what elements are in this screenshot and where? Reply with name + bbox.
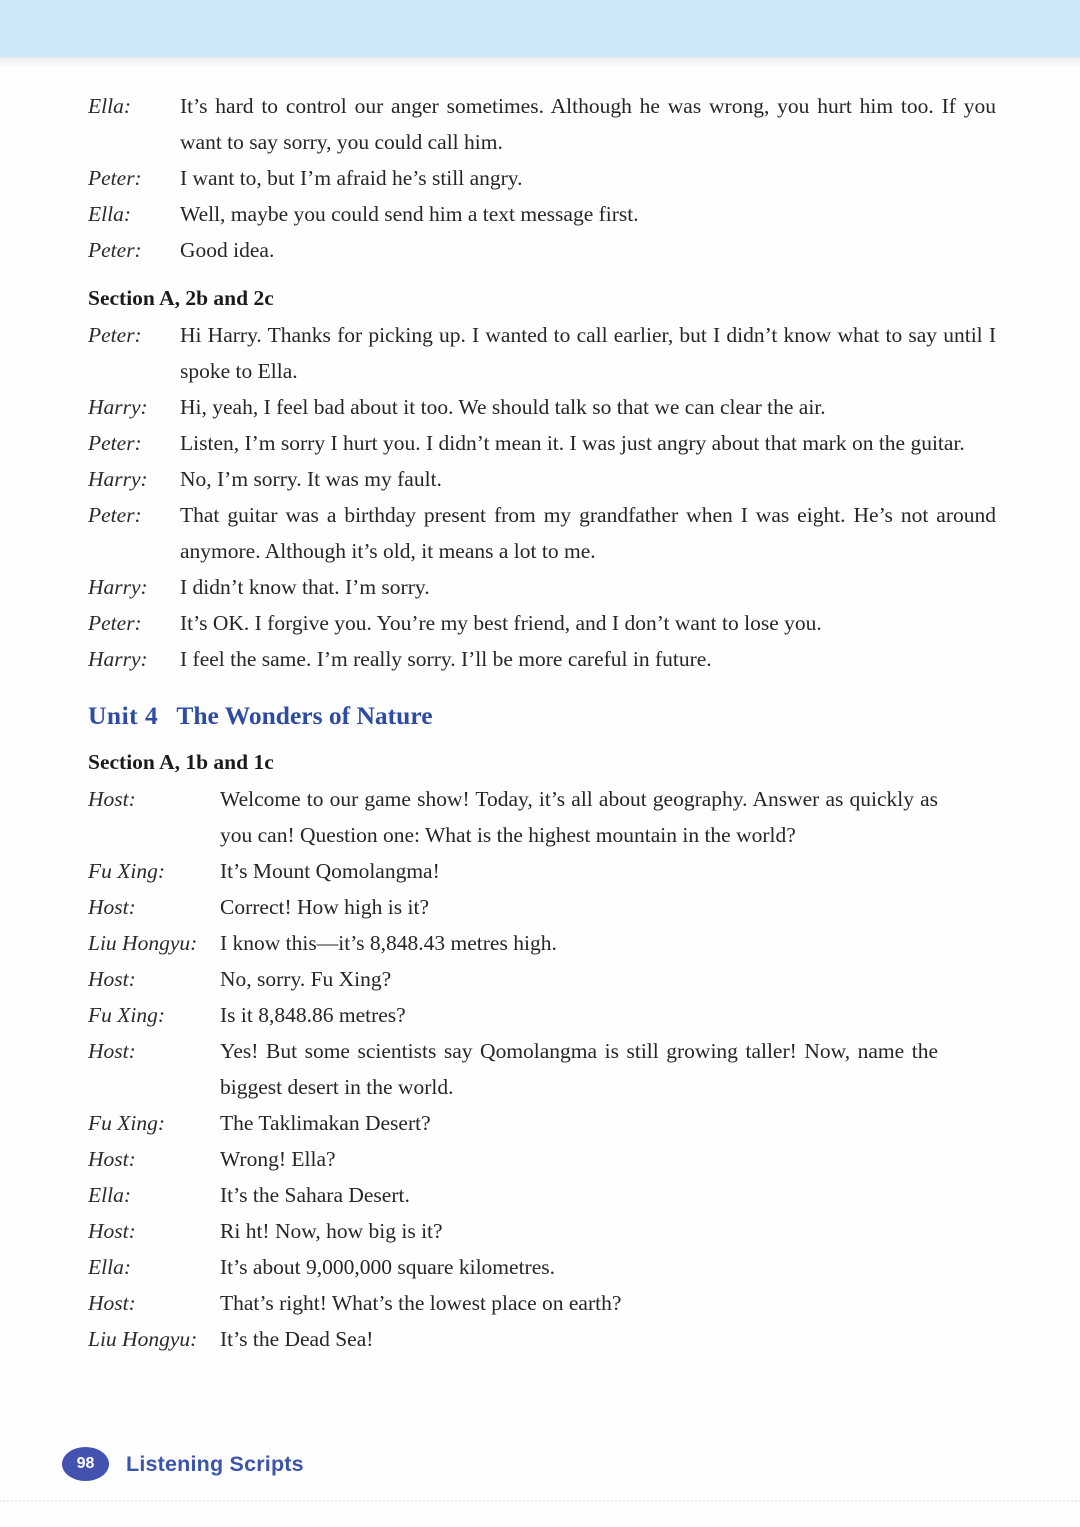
speaker-name: Harry: [88,467,148,491]
dialogue-row [88,1141,996,1177]
dialogue-row [88,232,996,268]
unit-number: Unit 4 [88,701,159,730]
speaker-name: Host: [88,1039,136,1063]
speaker-name: Host: [88,1219,136,1243]
speaker-name: Ella: [88,1183,131,1207]
dialogue-row [88,317,996,389]
dialogue-text: Listen, I’m sorry I hurt you. I didn’t mean it. I was just angry about that mark on the guitar. [180,431,965,455]
dialogue-text: Is it 8,848.86 metres? [220,1003,406,1027]
dialogue-block-section3 [88,781,996,1357]
dialogue-text: It’s about 9,000,000 square kilometres. [220,1255,555,1279]
dialogue-row [88,1177,996,1213]
dialogue-row [88,389,996,425]
speaker-name: Host: [88,1147,136,1171]
dialogue-text: Hi Harry. Thanks for picking up. I wanted to call earlier, but I didn’t know what to say until I spoke to Ella. [180,323,996,383]
dialogue-text: Welcome to our game show! Today, it’s all about geography. Answer as quickly as you can! Question one: What is the highest mountain in the world? [220,787,938,847]
speaker-name: Peter: [88,611,142,635]
speaker-name: Host: [88,787,136,811]
speaker-name: Liu Hongyu: [88,931,198,955]
dialogue-row [88,1213,996,1249]
dialogue-row [88,641,996,677]
dialogue-text: Hi, yeah, I feel bad about it too. We should talk so that we can clear the air. [180,395,826,419]
speaker-name: Ella: [88,94,131,118]
dialogue-row [88,961,996,997]
dialogue-text: I want to, but I’m afraid he’s still angry. [180,166,523,190]
speaker-name: Ella: [88,202,131,226]
speaker-name: Host: [88,1291,136,1315]
page-number-badge: 98 [62,1447,109,1481]
scan-artifact-dotted-line [0,1500,1080,1502]
dialogue-row [88,569,996,605]
dialogue-text: No, I’m sorry. It was my fault. [180,467,442,491]
dialogue-text: Wrong! Ella? [220,1147,336,1171]
speaker-name: Peter: [88,238,142,262]
dialogue-row [88,1321,996,1357]
dialogue-text: Well, maybe you could send him a text message first. [180,202,639,226]
unit-heading [88,699,996,732]
footer-label: Listening Scripts [126,1451,304,1476]
dialogue-block-section2 [88,317,996,677]
speaker-name: Peter: [88,431,142,455]
speaker-name: Peter: [88,323,142,347]
dialogue-row [88,1033,996,1105]
dialogue-text: I feel the same. I’m really sorry. I’ll be more careful in future. [180,647,712,671]
dialogue-row [88,925,996,961]
dialogue-text: Yes! But some scientists say Qomolangma is still growing taller! Now, name the biggest desert in the world. [220,1039,938,1099]
speaker-name: Harry: [88,395,148,419]
speaker-name: Fu Xing: [88,1111,166,1135]
speaker-name: Fu Xing: [88,859,166,883]
dialogue-row [88,88,996,160]
dialogue-row [88,196,996,232]
speaker-name: Ella: [88,1255,131,1279]
dialogue-text: I didn’t know that. I’m sorry. [180,575,430,599]
section-heading: Section A, 2b and 2c [88,286,274,310]
top-blue-band [0,0,1080,57]
speaker-name: Harry: [88,575,148,599]
speaker-name: Peter: [88,503,142,527]
dialogue-row [88,497,996,569]
speaker-name: Harry: [88,647,148,671]
dialogue-text: The Taklimakan Desert? [220,1111,431,1135]
section-heading: Section A, 1b and 1c [88,750,274,774]
dialogue-text: Ri ht! Now, how big is it? [220,1219,443,1243]
dialogue-row [88,1105,996,1141]
dialogue-text: Correct! How high is it? [220,895,429,919]
listening-scripts-content [88,88,996,1357]
dialogue-row [88,889,996,925]
dialogue-text: That’s right! What’s the lowest place on earth? [220,1291,622,1315]
dialogue-block-intro [88,88,996,268]
speaker-name: Host: [88,895,136,919]
dialogue-text: That guitar was a birthday present from my grandfather when I was eight. He’s not around anymore. Although it’s old, it means a lot to me. [180,503,996,563]
top-band-shadow [0,57,1080,67]
dialogue-row [88,160,996,196]
page-footer [62,1447,304,1481]
dialogue-text: It’s OK. I forgive you. You’re my best friend, and I don’t want to lose you. [180,611,822,635]
dialogue-row [88,997,996,1033]
dialogue-row [88,781,996,853]
unit-title: The Wonders of Nature [176,701,433,730]
dialogue-text: I know this—it’s 8,848.43 metres high. [220,931,557,955]
dialogue-row [88,1249,996,1285]
dialogue-text: It’s the Dead Sea! [220,1327,374,1351]
dialogue-text: It’s the Sahara Desert. [220,1183,410,1207]
speaker-name: Peter: [88,166,142,190]
speaker-name: Liu Hongyu: [88,1327,198,1351]
dialogue-text: It’s Mount Qomolangma! [220,859,440,883]
speaker-name: Host: [88,967,136,991]
speaker-name: Fu Xing: [88,1003,166,1027]
dialogue-row [88,1285,996,1321]
dialogue-row [88,853,996,889]
dialogue-text: It’s hard to control our anger sometimes. Although he was wrong, you hurt him too. If you want to say sorry, you could call him. [180,94,996,154]
dialogue-row [88,461,996,497]
dialogue-row [88,425,996,461]
dialogue-text: No, sorry. Fu Xing? [220,967,392,991]
dialogue-text: Good idea. [180,238,275,262]
dialogue-row [88,605,996,641]
